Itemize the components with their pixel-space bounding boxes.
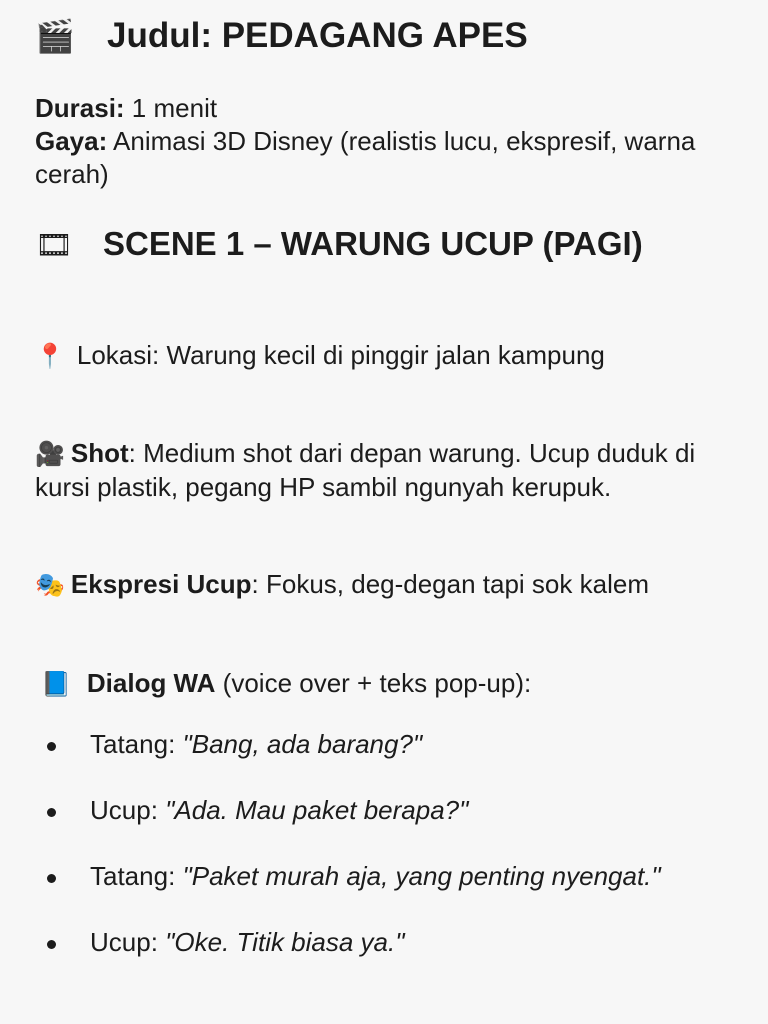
dialog-header-text: (voice over + teks pop-up): <box>215 668 532 698</box>
theater-masks-icon: 🎭 <box>35 571 65 599</box>
list-item <box>35 728 740 761</box>
dialog-line: "Ada. Mau paket berapa?" <box>165 795 469 825</box>
title-text: Judul: PEDAGANG APES <box>107 16 528 55</box>
location-paragraph <box>35 339 735 373</box>
list-item <box>35 860 740 893</box>
dialog-speaker: Ucup: <box>90 927 166 957</box>
dialog-speaker: Tatang: <box>90 729 183 759</box>
dialog-speaker: Ucup: <box>90 795 166 825</box>
style-value: Animasi 3D Disney (realistis lucu, ekspresif, warna cerah) <box>35 126 696 189</box>
film-frames-icon: 🎞 <box>35 228 74 263</box>
movie-camera-icon: 🎥 <box>35 440 65 468</box>
dialog-line: "Oke. Titik biasa ya." <box>165 927 405 957</box>
bullet-icon <box>47 808 56 817</box>
document-title <box>35 14 528 58</box>
location-text: Lokasi: Warung kecil di pinggir jalan kampung <box>76 340 605 370</box>
list-item <box>35 926 740 959</box>
dialog-list <box>35 728 740 992</box>
scene-title: SCENE 1 – WARUNG UCUP (PAGI) <box>103 225 643 262</box>
bullet-icon <box>47 874 56 883</box>
style-label: Gaya: <box>35 126 108 156</box>
dialog-header <box>35 667 735 701</box>
expression-label: Ekspresi Ucup <box>70 569 252 599</box>
scene-heading <box>35 222 740 268</box>
shot-label: Shot <box>70 438 129 468</box>
shot-paragraph <box>35 437 735 504</box>
pin-icon: 📍 <box>35 342 65 370</box>
duration-label: Durasi: <box>35 93 125 123</box>
bullet-icon <box>47 742 56 751</box>
dialog-line: "Bang, ada barang?" <box>182 729 423 759</box>
meta-block <box>35 92 740 191</box>
list-item <box>35 794 740 827</box>
clapper-board-icon: 🎬 <box>35 17 75 55</box>
dialog-label: Dialog WA <box>86 668 216 698</box>
expression-text: : Fokus, deg-degan tapi sok kalem <box>251 569 649 599</box>
dialog-speaker: Tatang: <box>90 861 183 891</box>
blue-book-icon: 📘 <box>41 670 71 698</box>
expression-paragraph <box>35 568 735 602</box>
dialog-line: "Paket murah aja, yang penting nyengat." <box>182 861 661 891</box>
shot-text: : Medium shot dari depan warung. Ucup duduk di kursi plastik, pegang HP sambil ngunyah kerupuk. <box>35 438 696 502</box>
bullet-icon <box>47 940 56 949</box>
duration-value: 1 menit <box>124 93 218 123</box>
